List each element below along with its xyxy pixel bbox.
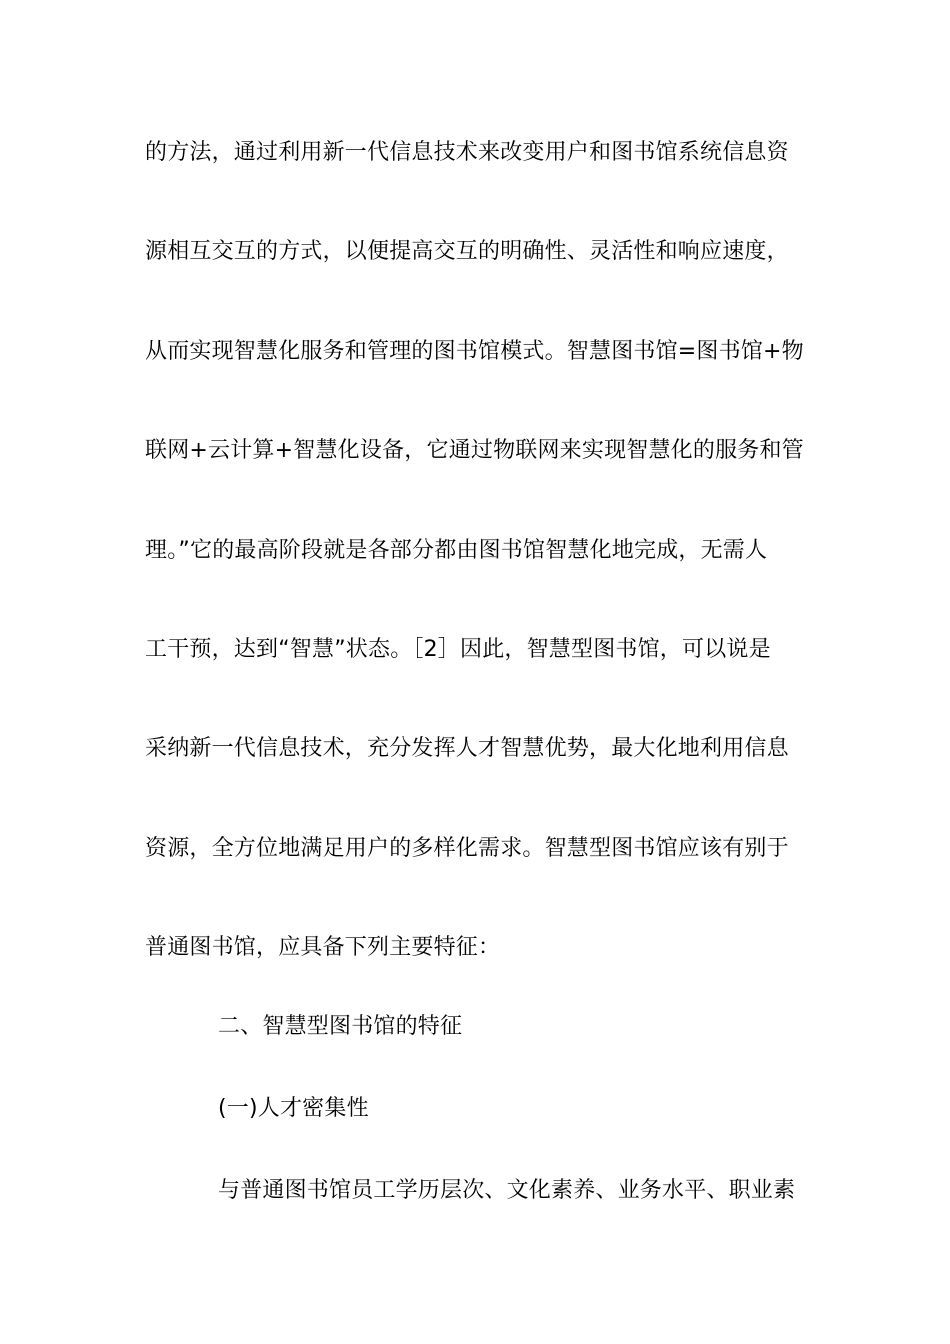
body-text-line: 采纳新一代信息技术，充分发挥人才智慧优势，最大化地利用信息 [145,736,789,761]
body-text-line: 从而实现智慧化服务和管理的图书馆模式。智慧图书馆=图书馆+物 [145,339,804,364]
body-text-line: 工干预，达到“智慧”状态。［2］因此，智慧型图书馆，可以说是 [145,637,771,662]
body-text-line: 资源，全方位地满足用户的多样化需求。智慧型图书馆应该有别于 [145,836,789,861]
body-text-line: 源相互交互的方式，以便提高交互的明确性、灵活性和响应速度， [145,239,789,264]
body-text-line: 普通图书馆，应具备下列主要特征： [145,935,501,960]
subsection-heading: (一)人才密集性 [218,1096,369,1121]
body-text-line: 理。”它的最高阶段就是各部分都由图书馆智慧化地完成，无需人 [145,538,768,563]
body-text-line: 联网+云计算+智慧化设备，它通过物联网来实现智慧化的服务和管 [145,438,804,463]
body-text-line: 的方法，通过利用新一代信息技术来改变用户和图书馆系统信息资 [145,140,789,165]
paragraph-first-line: 与普通图书馆员工学历层次、文化素养、业务水平、职业素 [218,1178,796,1203]
section-heading: 二、智慧型图书馆的特征 [218,1014,463,1039]
